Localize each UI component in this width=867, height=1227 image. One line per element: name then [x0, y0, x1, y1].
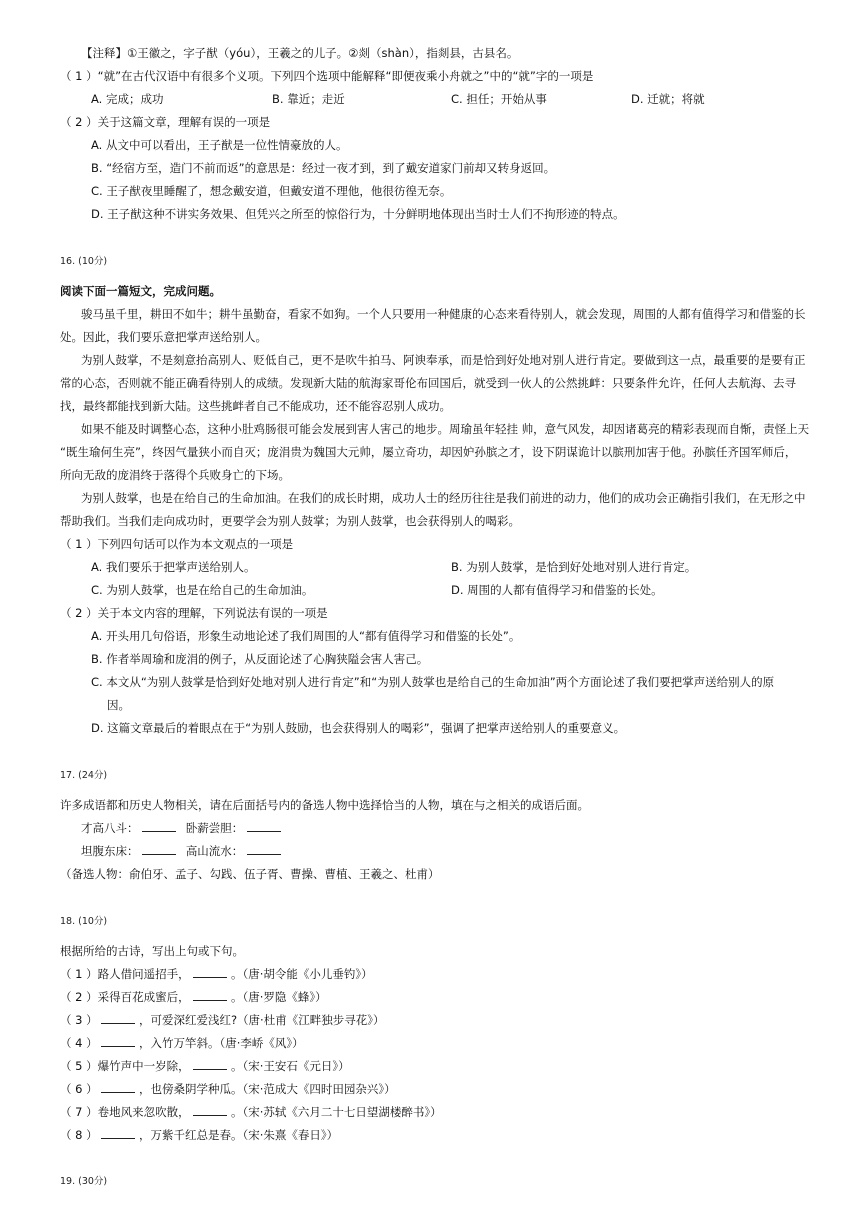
q15-sub1-option-d[interactable]: D. 迁就；将就 [631, 92, 705, 106]
item-source: 。（唐·胡令能《小儿垂钓》） [230, 967, 373, 981]
q18-header: 18. (10分) [60, 916, 108, 927]
idiom-label: 高山流水： [185, 844, 244, 858]
q16-sub1-option-b[interactable]: B. 为别人鼓掌，是恰到好处地对别人进行肯定。 [451, 560, 697, 574]
idiom-label: 卧薪尝胆： [185, 821, 244, 835]
answer-blank[interactable] [142, 820, 176, 832]
q18-item [60, 1012, 384, 1028]
item-text: 路人借问遥招手， [97, 967, 190, 981]
q16-header: 16. (10分) [60, 256, 108, 267]
q15-sub2-option-d[interactable]: D. 王子猷这种不讲实务效果、但凭兴之所至的惊俗行为，十分鲜明地体现出当时士人们不拘形迹的特点。 [91, 207, 625, 221]
q15-sub1-option-c[interactable]: C. 担任；开始从事 [451, 92, 547, 106]
item-source: 。（唐·罗隐《蜂》） [230, 990, 327, 1004]
item-source: ，入竹万竿斜。（唐·李峤《风》） [138, 1036, 304, 1050]
answer-blank[interactable] [101, 1081, 135, 1093]
answer-blank[interactable] [247, 820, 281, 832]
q16-sub2-stem: （ 2 ）关于本文内容的理解，下列说法有误的一项是 [60, 606, 328, 620]
q17-stem: 许多成语都和历史人物相关，请在后面括号内的备选人物中选择恰当的人物，填在与之相关的成语后面。 [60, 798, 589, 812]
q15-sub1-option-a[interactable]: A. 完成；成功 [91, 92, 164, 106]
q18-item [60, 1127, 338, 1143]
item-number: （ 7 ） [60, 1105, 98, 1119]
q16-title: 阅读下面一篇短文，完成问题。 [60, 284, 221, 298]
q17-row [81, 843, 281, 859]
item-number: （ 2 ） [60, 990, 98, 1004]
answer-blank[interactable] [142, 843, 176, 855]
q16-sub2-option-c[interactable]: C. 本文从“为别人鼓掌是恰到好处地对别人进行肯定”和“为别人鼓掌也是给自己的生命加油”两个方面论述了我们要把掌声送给别人的原 [91, 675, 775, 689]
answer-blank[interactable] [193, 1104, 227, 1116]
q17-row [81, 820, 281, 836]
answer-blank[interactable] [101, 1035, 135, 1047]
answer-blank[interactable] [101, 1012, 135, 1024]
answer-blank[interactable] [101, 1127, 135, 1139]
q16-sub1-option-a[interactable]: A. 我们要乐于把掌声送给别人。 [91, 560, 256, 574]
item-source: ，万紫千红总是春。（宋·朱熹《春日》） [138, 1128, 339, 1142]
item-text: 爆竹声中一岁除， [97, 1059, 190, 1073]
q15-sub1-option-b[interactable]: B. 靠近；走近 [272, 92, 345, 106]
idiom-label: 才高八斗： [81, 821, 139, 835]
q15-sub2-option-a[interactable]: A. 从文中可以看出，王子猷是一位性情豪放的人。 [91, 138, 348, 152]
q15-sub2-option-b[interactable]: B. “经宿方至，造门不前而返”的意思是：经过一夜才到，到了戴安道家门前却又转身返回。 [91, 161, 556, 175]
item-number: （ 6 ） [60, 1082, 98, 1096]
item-source: 。（宋·王安石《元日》） [230, 1059, 350, 1073]
q18-item [60, 1035, 304, 1051]
q16-sub1-stem: （ 1 ）下列四句话可以作为本文观点的一项是 [60, 537, 294, 551]
item-text: 卷地风来忽吹散， [97, 1105, 190, 1119]
item-source: ，也傍桑阴学种瓜。（宋·范成大《四时田园杂兴》） [138, 1082, 396, 1096]
item-number: （ 3 ） [60, 1013, 98, 1027]
answer-blank[interactable] [247, 843, 281, 855]
item-number: （ 1 ） [60, 967, 98, 981]
q16-passage-line: 所向无敌的庞涓终于落得个兵败身亡的下场。 [60, 468, 290, 482]
item-number: （ 4 ） [60, 1036, 98, 1050]
item-source: ，可爱深红爱浅红?（唐·杜甫《江畔独步寻花》） [138, 1013, 385, 1027]
q18-item [60, 1104, 442, 1120]
q18-item [60, 966, 373, 982]
q18-stem: 根据所给的古诗，写出上句或下句。 [60, 944, 244, 958]
q16-sub2-option-d[interactable]: D. 这篇文章最后的着眼点在于“为别人鼓励，也会获得别人的喝彩”，强调了把掌声送给别人的重要意义。 [91, 721, 626, 735]
q16-passage-line: 为别人鼓掌，也是在给自己的生命加油。在我们的成长时期，成功人士的经历往往是我们前进的动力，他们的成功会正确指引我们，在无形之中 [81, 491, 806, 505]
q16-sub1-option-c[interactable]: C. 为别人鼓掌，也是在给自己的生命加油。 [91, 583, 314, 597]
item-text: 采得百花成蜜后， [97, 990, 190, 1004]
answer-blank[interactable] [193, 989, 227, 1001]
q16-passage-line: 骏马虽千里，耕田不如牛；耕牛虽勤奋，看家不如狗。一个人只要用一种健康的心态来看待别人，就会发现，周围的人都有值得学习和借鉴的长 [81, 307, 806, 321]
q16-passage-line: 帮助我们。当我们走向成功时，更要学会为别人鼓掌；为别人鼓掌，也会获得别人的喝彩。 [60, 514, 520, 528]
q16-passage-line: “既生瑜何生亮”，终因气量狭小而自灭；庞涓贵为魏国大元帅，屡立奇功，却因妒孙膑之才，设下阴谋诡计以膑刑加害于他。孙膑任齐国军师后， [60, 445, 797, 459]
q19-header: 19. (30分) [60, 1176, 108, 1187]
q16-passage-line: 常的心态，否则就不能正确看待别人的成绩。发现新大陆的航海家哥伦布回国后，就受到一伙人的公然挑衅：只要条件允许，任何人去航海、去寻 [60, 376, 796, 390]
q16-passage-line: 处。因此，我们要乐意把掌声送给别人。 [60, 330, 267, 344]
item-source: 。（宋·苏轼《六月二十七日望湖楼醉书》） [230, 1105, 442, 1119]
q18-item [60, 1081, 396, 1097]
q17-candidates: （备选人物：俞伯牙、孟子、勾践、伍子胥、曹操、曹植、王羲之、杜甫） [60, 867, 440, 881]
q18-item [60, 1058, 350, 1074]
q16-passage-line: 为别人鼓掌，不是刻意抬高别人、贬低自己，更不是吹牛拍马、阿谀奉承，而是恰到好处地对别人进行肯定。要做到这一点，最重要的是要有正 [81, 353, 806, 367]
q16-passage-line: 如果不能及时调整心态，这种小肚鸡肠很可能会发展到害人害己的地步。周瑜虽年轻挂 帅，意气风发，却因诸葛亮的精彩表现而自惭，责怪上天 [81, 422, 810, 436]
q16-sub1-option-d[interactable]: D. 周围的人都有值得学习和借鉴的长处。 [451, 583, 663, 597]
q15-sub1-stem: （ 1 ）“就”在古代汉语中有很多个义项。下列四个选项中能解释“即便夜乘小舟就之”中的“就”字的一项是 [60, 69, 594, 83]
item-number: （ 8 ） [60, 1128, 98, 1142]
q16-passage-line: 找，最终都能找到新大陆。这些挑衅者自己不能成功，还不能容忍别人成功。 [60, 399, 451, 413]
q16-sub2-option-b[interactable]: B. 作者举周瑜和庞涓的例子，从反面论述了心胸狭隘会害人害己。 [91, 652, 429, 666]
q16-sub2-option-c-cont: 因。 [107, 698, 130, 712]
q17-header: 17. (24分) [60, 770, 108, 781]
answer-blank[interactable] [193, 1058, 227, 1070]
q15-sub2-stem: （ 2 ）关于这篇文章，理解有误的一项是 [60, 115, 271, 129]
item-number: （ 5 ） [60, 1059, 98, 1073]
q16-sub2-option-a[interactable]: A. 开头用几句俗语，形象生动地论述了我们周围的人“都有值得学习和借鉴的长处”。 [91, 629, 521, 643]
q15-sub2-option-c[interactable]: C. 王子猷夜里睡醒了，想念戴安道，但戴安道不理他，他很彷徨无奈。 [91, 184, 452, 198]
idiom-label: 坦腹东床： [81, 844, 139, 858]
q18-item [60, 989, 327, 1005]
q15-note: 【注释】①王徽之，字子猷（yóu），王羲之的儿子。②剡（shàn），指剡县，古县名。 [81, 46, 519, 60]
answer-blank[interactable] [193, 966, 227, 978]
